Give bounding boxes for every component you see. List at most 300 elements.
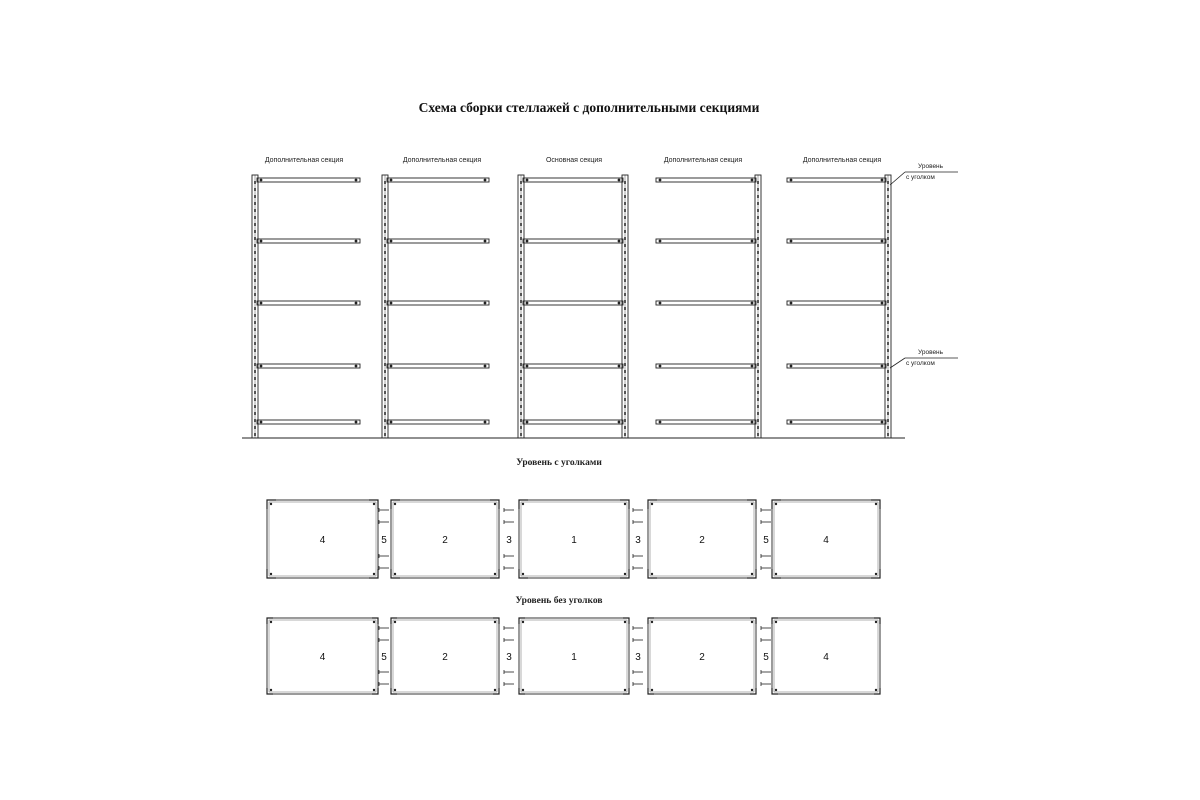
corner-line: [493, 688, 499, 694]
shelf-panel: [656, 364, 756, 368]
bolt: [659, 421, 662, 424]
plan-joint-1: [379, 508, 389, 570]
bolt: [260, 421, 263, 424]
perforation-hole: [384, 321, 386, 324]
perforation-hole: [384, 300, 386, 303]
corner-bolt: [522, 503, 524, 505]
perforation-hole: [254, 356, 256, 359]
shelf-s3-l1: [523, 178, 623, 182]
perforation-hole: [887, 335, 889, 338]
corner-bolt: [624, 689, 626, 691]
corner-bracket: [391, 569, 400, 578]
perforation-hole: [384, 181, 386, 184]
perforation-hole: [520, 426, 522, 429]
perforation-hole: [520, 258, 522, 261]
perforation-hole: [757, 405, 759, 408]
corner-bracket: [648, 500, 657, 509]
corner-line: [267, 618, 273, 624]
plan-panel-1: [267, 618, 378, 694]
panel-number: 4: [319, 535, 326, 546]
bolt: [751, 365, 754, 368]
corner-line: [372, 618, 378, 624]
bolt: [618, 179, 621, 182]
perforation-hole: [520, 279, 522, 282]
diagram-title: Схема сборки стеллажей с дополнительными секциями: [418, 100, 760, 115]
perforation-hole: [887, 237, 889, 240]
upright-5: [755, 175, 761, 438]
plan-panel-4: [648, 500, 756, 578]
corner-line: [493, 618, 499, 624]
perforation-hole: [520, 433, 522, 436]
perforation-hole: [624, 321, 626, 324]
bolt: [659, 302, 662, 305]
perforation-hole: [624, 342, 626, 345]
shelf-panel: [787, 178, 886, 182]
bolt: [355, 179, 358, 182]
perforation-hole: [384, 195, 386, 198]
perforation-hole: [887, 265, 889, 268]
callout-bottom: [890, 349, 958, 368]
corner-bolt: [751, 621, 753, 623]
perforation-hole: [757, 188, 759, 191]
perforation-hole: [520, 363, 522, 366]
perforation-hole: [887, 363, 889, 366]
joint-number: 5: [763, 652, 769, 663]
perforation-hole: [624, 419, 626, 422]
perforation-hole: [520, 391, 522, 394]
bolt: [390, 179, 393, 182]
perforation-hole: [624, 328, 626, 331]
corner-bolt: [751, 689, 753, 691]
panel-number: 1: [571, 535, 577, 546]
perforation-hole: [887, 349, 889, 352]
bolt: [618, 365, 621, 368]
perforation-hole: [887, 258, 889, 261]
plan-joint-1: [379, 626, 389, 686]
perforation-hole: [757, 335, 759, 338]
corner-bolt: [394, 573, 396, 575]
perforation-hole: [254, 300, 256, 303]
corner-bolt: [775, 621, 777, 623]
shelf-panel: [387, 420, 489, 424]
upright-6: [885, 175, 891, 438]
perforation-hole: [384, 244, 386, 247]
corner-bracket: [772, 688, 778, 694]
shelf-panel: [257, 178, 360, 182]
callout-top-line2: с уголком: [906, 174, 935, 181]
perforation-hole: [624, 230, 626, 233]
shelf-s2-l1: [387, 178, 489, 182]
corner-bolt: [270, 689, 272, 691]
shelf-panel: [656, 178, 756, 182]
corner-line: [519, 618, 525, 624]
callout-top-line1: Уровень: [918, 163, 944, 170]
perforation-hole: [757, 342, 759, 345]
corner-bracket: [519, 500, 528, 509]
perforation-hole: [384, 265, 386, 268]
perforation-hole: [887, 181, 889, 184]
perforation-hole: [384, 314, 386, 317]
perforation-hole: [757, 244, 759, 247]
corner-bracket: [490, 569, 499, 578]
corner-bracket: [648, 569, 657, 578]
shelf-panel: [523, 239, 623, 243]
perforation-hole: [520, 321, 522, 324]
section-label-3: Основная секция: [545, 157, 603, 164]
shelf-s5-l5: [787, 420, 886, 424]
perforation-hole: [624, 307, 626, 310]
perforation-hole: [384, 328, 386, 331]
bolt: [390, 365, 393, 368]
corner-bolt: [270, 503, 272, 505]
perforation-hole: [624, 356, 626, 359]
perforation-hole: [624, 405, 626, 408]
shelf-panel: [656, 420, 756, 424]
shelf-panel: [257, 420, 360, 424]
corner-line: [772, 618, 778, 624]
corner-bolt: [624, 573, 626, 575]
shelf-panel: [387, 239, 489, 243]
corner-line: [750, 618, 756, 624]
callout-bottom-line2: с уголком: [906, 360, 935, 367]
plan-joint-2: [504, 508, 514, 570]
corner-bracket: [620, 500, 629, 509]
perforation-hole: [624, 349, 626, 352]
perforation-hole: [254, 307, 256, 310]
bolt: [881, 179, 884, 182]
corner-bracket: [519, 688, 525, 694]
shelf-s5-l2: [787, 239, 886, 243]
panel-number: 4: [319, 652, 326, 663]
corner-bolt: [751, 503, 753, 505]
perforation-hole: [624, 216, 626, 219]
corner-bracket: [369, 500, 378, 509]
corner-bolt: [270, 573, 272, 575]
perforation-hole: [254, 272, 256, 275]
perforation-hole: [254, 426, 256, 429]
perforation-hole: [624, 391, 626, 394]
perforation-hole: [624, 412, 626, 415]
perforation-hole: [520, 370, 522, 373]
perforation-hole: [624, 398, 626, 401]
corner-bracket: [490, 500, 499, 509]
perforation-hole: [254, 349, 256, 352]
perforation-hole: [887, 405, 889, 408]
shelf-panel: [656, 301, 756, 305]
perforation-hole: [254, 251, 256, 254]
perforation-hole: [520, 188, 522, 191]
corner-line: [648, 618, 654, 624]
perforation-hole: [757, 363, 759, 366]
corner-bolt: [394, 689, 396, 691]
bolt: [618, 302, 621, 305]
perforation-hole: [254, 342, 256, 345]
perforation-hole: [384, 272, 386, 275]
plan-joint-3: [633, 626, 643, 686]
shelf-s3-l3: [523, 301, 623, 305]
joint-number: 5: [763, 535, 769, 546]
bolt: [790, 179, 793, 182]
perforation-hole: [887, 209, 889, 212]
perforation-hole: [254, 335, 256, 338]
corner-line: [874, 688, 880, 694]
perforation-hole: [520, 384, 522, 387]
corner-bracket: [267, 500, 276, 509]
plan-with-corners: [267, 500, 880, 578]
perforation-hole: [520, 202, 522, 205]
corner-bolt: [651, 689, 653, 691]
shelf-s4-l5: [656, 420, 756, 424]
corner-bolt: [651, 503, 653, 505]
corner-bracket: [750, 688, 756, 694]
section-label-5: Дополнительная секция: [802, 157, 882, 164]
perforation-hole: [757, 412, 759, 415]
bolt: [484, 302, 487, 305]
bolt: [484, 421, 487, 424]
bolt: [618, 240, 621, 243]
perforation-hole: [757, 391, 759, 394]
shelf-s2-l4: [387, 364, 489, 368]
corner-bolt: [394, 621, 396, 623]
perforation-hole: [520, 181, 522, 184]
joint-number: 3: [635, 652, 641, 663]
shelf-s1-l3: [257, 301, 360, 305]
perforation-hole: [624, 223, 626, 226]
corner-bolt: [651, 621, 653, 623]
panel-number: 2: [442, 652, 448, 663]
perforation-hole: [757, 426, 759, 429]
corner-bracket: [519, 569, 528, 578]
shelf-panel: [523, 301, 623, 305]
shelf-s3-l2: [523, 239, 623, 243]
perforation-hole: [520, 216, 522, 219]
bolt: [526, 365, 529, 368]
perforation-hole: [624, 265, 626, 268]
corner-bracket: [372, 618, 378, 624]
shelf-panel: [257, 364, 360, 368]
perforation-hole: [757, 258, 759, 261]
perforation-hole: [254, 237, 256, 240]
perforation-hole: [520, 286, 522, 289]
perforation-hole: [887, 188, 889, 191]
perforation-hole: [887, 286, 889, 289]
plan-panel-2: [391, 500, 499, 578]
perforation-hole: [624, 188, 626, 191]
perforation-hole: [887, 300, 889, 303]
panel-number: 2: [699, 535, 705, 546]
corner-bracket: [391, 688, 397, 694]
perforation-hole: [520, 377, 522, 380]
corner-bracket: [267, 688, 273, 694]
corner-bracket: [372, 688, 378, 694]
perforation-hole: [624, 181, 626, 184]
bolt: [751, 302, 754, 305]
bolt: [659, 365, 662, 368]
corner-bracket: [493, 618, 499, 624]
perforation-hole: [757, 237, 759, 240]
perforation-hole: [520, 223, 522, 226]
perforation-hole: [384, 237, 386, 240]
joint-number: 5: [381, 652, 387, 663]
perforation-hole: [757, 202, 759, 205]
perforation-hole: [520, 300, 522, 303]
corner-bolt: [373, 503, 375, 505]
section-label-2: Дополнительная секция: [402, 157, 482, 164]
perforation-hole: [757, 314, 759, 317]
panel-number: 2: [442, 535, 448, 546]
perforation-hole: [520, 419, 522, 422]
corner-bolt: [875, 689, 877, 691]
bolt: [526, 302, 529, 305]
perforation-hole: [384, 202, 386, 205]
corner-bracket: [772, 500, 781, 509]
perforation-hole: [384, 370, 386, 373]
shelf-s2-l5: [387, 420, 489, 424]
bolt: [355, 240, 358, 243]
bolt: [790, 421, 793, 424]
perforation-hole: [254, 314, 256, 317]
corner-line: [750, 688, 756, 694]
perforation-hole: [520, 314, 522, 317]
shelf-panel: [523, 178, 623, 182]
panel-number: 2: [699, 652, 705, 663]
corner-bolt: [373, 621, 375, 623]
perforation-hole: [254, 405, 256, 408]
perforation-hole: [887, 223, 889, 226]
perforation-hole: [887, 370, 889, 373]
perforation-hole: [520, 244, 522, 247]
corner-bolt: [624, 503, 626, 505]
shelf-s3-l4: [523, 364, 623, 368]
perforation-hole: [254, 419, 256, 422]
perforation-hole: [520, 251, 522, 254]
bolt: [260, 365, 263, 368]
bolt: [881, 365, 884, 368]
corner-bolt: [775, 689, 777, 691]
perforation-hole: [624, 314, 626, 317]
perforation-hole: [887, 328, 889, 331]
bolt: [355, 365, 358, 368]
perforation-hole: [384, 419, 386, 422]
shelf-elevation: [242, 175, 905, 438]
perforation-hole: [887, 356, 889, 359]
perforation-hole: [384, 398, 386, 401]
perforation-hole: [757, 293, 759, 296]
perforation-hole: [757, 321, 759, 324]
corner-bracket: [620, 569, 629, 578]
perforation-hole: [624, 293, 626, 296]
perforation-hole: [757, 356, 759, 359]
shelf-s1-l1: [257, 178, 360, 182]
plan-top-title: Уровень с уголками: [516, 458, 602, 468]
callout-bottom-line1: Уровень: [918, 349, 944, 356]
bolt: [618, 421, 621, 424]
corner-bolt: [494, 689, 496, 691]
corner-bracket: [648, 618, 654, 624]
perforation-hole: [757, 328, 759, 331]
perforation-hole: [520, 335, 522, 338]
bolt: [790, 302, 793, 305]
corner-bracket: [391, 618, 397, 624]
perforation-hole: [384, 258, 386, 261]
bolt: [790, 365, 793, 368]
perforation-hole: [887, 230, 889, 233]
bolt: [751, 240, 754, 243]
shelf-s4-l2: [656, 239, 756, 243]
shelf-panel: [787, 239, 886, 243]
perforation-hole: [384, 342, 386, 345]
perforation-hole: [624, 300, 626, 303]
perforation-hole: [254, 363, 256, 366]
shelf-panel: [523, 420, 623, 424]
perforation-hole: [384, 230, 386, 233]
perforation-hole: [384, 335, 386, 338]
perforation-hole: [624, 244, 626, 247]
plan-joint-3: [633, 508, 643, 570]
perforation-hole: [757, 307, 759, 310]
upright-3: [518, 175, 524, 438]
panel-number: 1: [571, 652, 577, 663]
perforation-hole: [757, 349, 759, 352]
bolt: [790, 240, 793, 243]
perforation-hole: [887, 216, 889, 219]
perforation-hole: [384, 349, 386, 352]
plan-panel-5: [772, 618, 880, 694]
bolt: [390, 421, 393, 424]
bolt: [659, 240, 662, 243]
plan-bottom-title: Уровень без уголков: [515, 596, 603, 606]
perforation-hole: [254, 216, 256, 219]
perforation-hole: [384, 433, 386, 436]
bolt: [484, 365, 487, 368]
upright-1: [252, 175, 258, 438]
corner-bolt: [522, 573, 524, 575]
perforation-hole: [757, 223, 759, 226]
perforation-hole: [887, 244, 889, 247]
bolt: [526, 179, 529, 182]
plan-without-corners: [267, 618, 880, 694]
shelf-panel: [387, 364, 489, 368]
corner-bolt: [651, 573, 653, 575]
bolt: [881, 421, 884, 424]
perforation-hole: [757, 286, 759, 289]
perforation-hole: [520, 209, 522, 212]
corner-bolt: [775, 503, 777, 505]
perforation-hole: [384, 384, 386, 387]
corner-line: [519, 688, 525, 694]
perforation-hole: [520, 293, 522, 296]
perforation-hole: [757, 300, 759, 303]
perforation-hole: [384, 412, 386, 415]
perforation-hole: [624, 384, 626, 387]
bolt: [881, 302, 884, 305]
shelf-panel: [656, 239, 756, 243]
corner-bolt: [270, 621, 272, 623]
corner-line: [648, 688, 654, 694]
perforation-hole: [624, 202, 626, 205]
perforation-hole: [254, 223, 256, 226]
corner-bracket: [267, 618, 273, 624]
perforation-hole: [254, 328, 256, 331]
perforation-hole: [624, 279, 626, 282]
corner-bolt: [394, 503, 396, 505]
corner-line: [391, 688, 397, 694]
perforation-hole: [887, 419, 889, 422]
panel-number: 4: [823, 535, 829, 546]
perforation-hole: [384, 377, 386, 380]
corner-bracket: [519, 618, 525, 624]
perforation-hole: [887, 398, 889, 401]
